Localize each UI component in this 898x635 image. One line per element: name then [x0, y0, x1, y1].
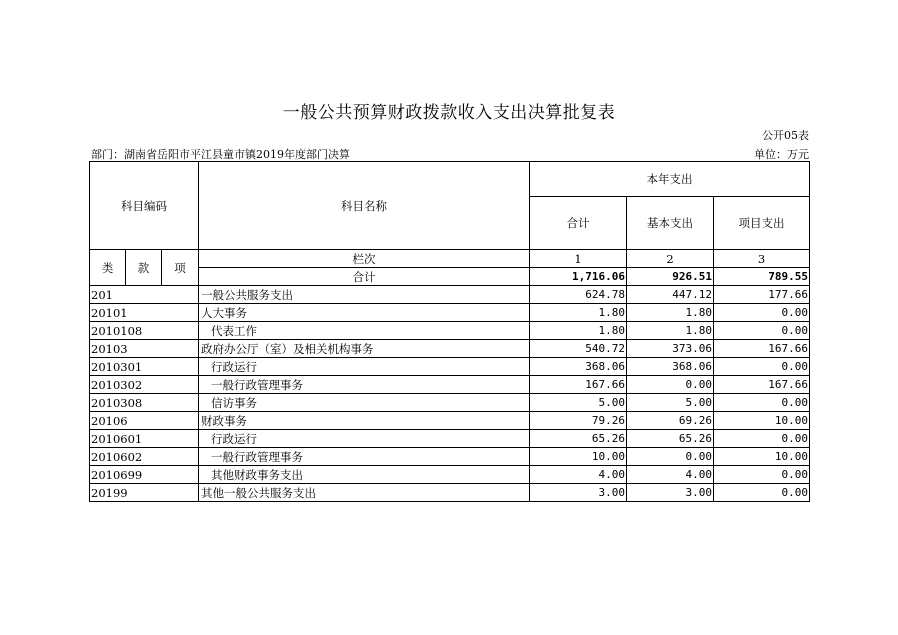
row-name: 行政运行: [199, 430, 530, 448]
row-basic: 5.00: [627, 394, 714, 412]
column-number-1: 1: [530, 250, 627, 268]
table-row: [90, 466, 810, 484]
row-name: 信访事务: [199, 394, 530, 412]
table-row: [90, 286, 810, 304]
row-project: 0.00: [714, 322, 810, 340]
row-code: 201: [90, 286, 199, 304]
row-basic: 447.12: [627, 286, 714, 304]
sum-project: 789.55: [714, 268, 810, 286]
row-code: 2010108: [90, 322, 199, 340]
row-name: 一般行政管理事务: [199, 448, 530, 466]
column-order-label: 栏次: [199, 250, 530, 268]
table-row: [90, 376, 810, 394]
row-code: 20106: [90, 412, 199, 430]
row-code: 2010301: [90, 358, 199, 376]
row-code: 2010308: [90, 394, 199, 412]
table-row: [90, 412, 810, 430]
row-name: 政府办公厅（室）及相关机构事务: [199, 340, 530, 358]
table-row: [90, 394, 810, 412]
column-number-3: 3: [714, 250, 810, 268]
header-row-1: [90, 162, 810, 197]
row-code: 20199: [90, 484, 199, 502]
row-code: 2010602: [90, 448, 199, 466]
row-code: 20103: [90, 340, 199, 358]
row-basic: 0.00: [627, 376, 714, 394]
row-name: 其他一般公共服务支出: [199, 484, 530, 502]
table-row: [90, 484, 810, 502]
row-name: 财政事务: [199, 412, 530, 430]
table-row: [90, 448, 810, 466]
row-name: 代表工作: [199, 322, 530, 340]
row-basic: 69.26: [627, 412, 714, 430]
row-project: 0.00: [714, 304, 810, 322]
row-code: 2010699: [90, 466, 199, 484]
sum-total: 1,716.06: [530, 268, 627, 286]
table-row: [90, 358, 810, 376]
row-code: 2010302: [90, 376, 199, 394]
row-basic: 1.80: [627, 304, 714, 322]
row-project: 0.00: [714, 466, 810, 484]
basic-expense-header: 基本支出: [627, 197, 714, 250]
row-basic: 4.00: [627, 466, 714, 484]
subject-name-header: 科目名称: [199, 162, 530, 250]
row-project: 0.00: [714, 484, 810, 502]
row-basic: 65.26: [627, 430, 714, 448]
total-header: 合计: [530, 197, 627, 250]
row-total: 624.78: [530, 286, 627, 304]
sum-label: 合计: [199, 268, 530, 286]
row-total: 540.72: [530, 340, 627, 358]
unit-label: 单位：万元: [754, 148, 809, 161]
form-number: 公开05表: [762, 129, 809, 142]
project-expense-header: 项目支出: [714, 197, 810, 250]
report-title: 一般公共预算财政拨款收入支出决算批复表: [282, 103, 616, 123]
table-row: [90, 430, 810, 448]
kuan-header: 款: [126, 250, 162, 286]
row-code: 20101: [90, 304, 199, 322]
row-total: 167.66: [530, 376, 627, 394]
column-number-2: 2: [627, 250, 714, 268]
row-total: 79.26: [530, 412, 627, 430]
sum-basic: 926.51: [627, 268, 714, 286]
row-name: 行政运行: [199, 358, 530, 376]
row-project: 10.00: [714, 448, 810, 466]
subject-code-header: 科目编码: [90, 162, 199, 250]
row-total: 3.00: [530, 484, 627, 502]
row-basic: 1.80: [627, 322, 714, 340]
lei-header: 类: [90, 250, 126, 286]
row-name: 一般公共服务支出: [199, 286, 530, 304]
xiang-header: 项: [162, 250, 199, 286]
table-row: [90, 340, 810, 358]
budget-table: [89, 161, 810, 502]
row-total: 10.00: [530, 448, 627, 466]
row-name: 一般行政管理事务: [199, 376, 530, 394]
row-project: 167.66: [714, 376, 810, 394]
row-total: 1.80: [530, 304, 627, 322]
row-basic: 368.06: [627, 358, 714, 376]
row-total: 1.80: [530, 322, 627, 340]
row-code: 2010601: [90, 430, 199, 448]
row-project: 0.00: [714, 430, 810, 448]
table-row: [90, 304, 810, 322]
department-label: 部门：湖南省岳阳市平江县童市镇2019年度部门决算: [91, 148, 350, 161]
row-project: 177.66: [714, 286, 810, 304]
row-name: 其他财政事务支出: [199, 466, 530, 484]
current-year-expense-header: 本年支出: [530, 162, 810, 197]
row-basic: 373.06: [627, 340, 714, 358]
row-total: 5.00: [530, 394, 627, 412]
row-project: 10.00: [714, 412, 810, 430]
row-basic: 3.00: [627, 484, 714, 502]
row-total: 4.00: [530, 466, 627, 484]
row-basic: 0.00: [627, 448, 714, 466]
row-total: 65.26: [530, 430, 627, 448]
row-project: 0.00: [714, 394, 810, 412]
row-project: 0.00: [714, 358, 810, 376]
header-row-3: [90, 250, 810, 268]
row-total: 368.06: [530, 358, 627, 376]
table-row: [90, 322, 810, 340]
row-name: 人大事务: [199, 304, 530, 322]
row-project: 167.66: [714, 340, 810, 358]
